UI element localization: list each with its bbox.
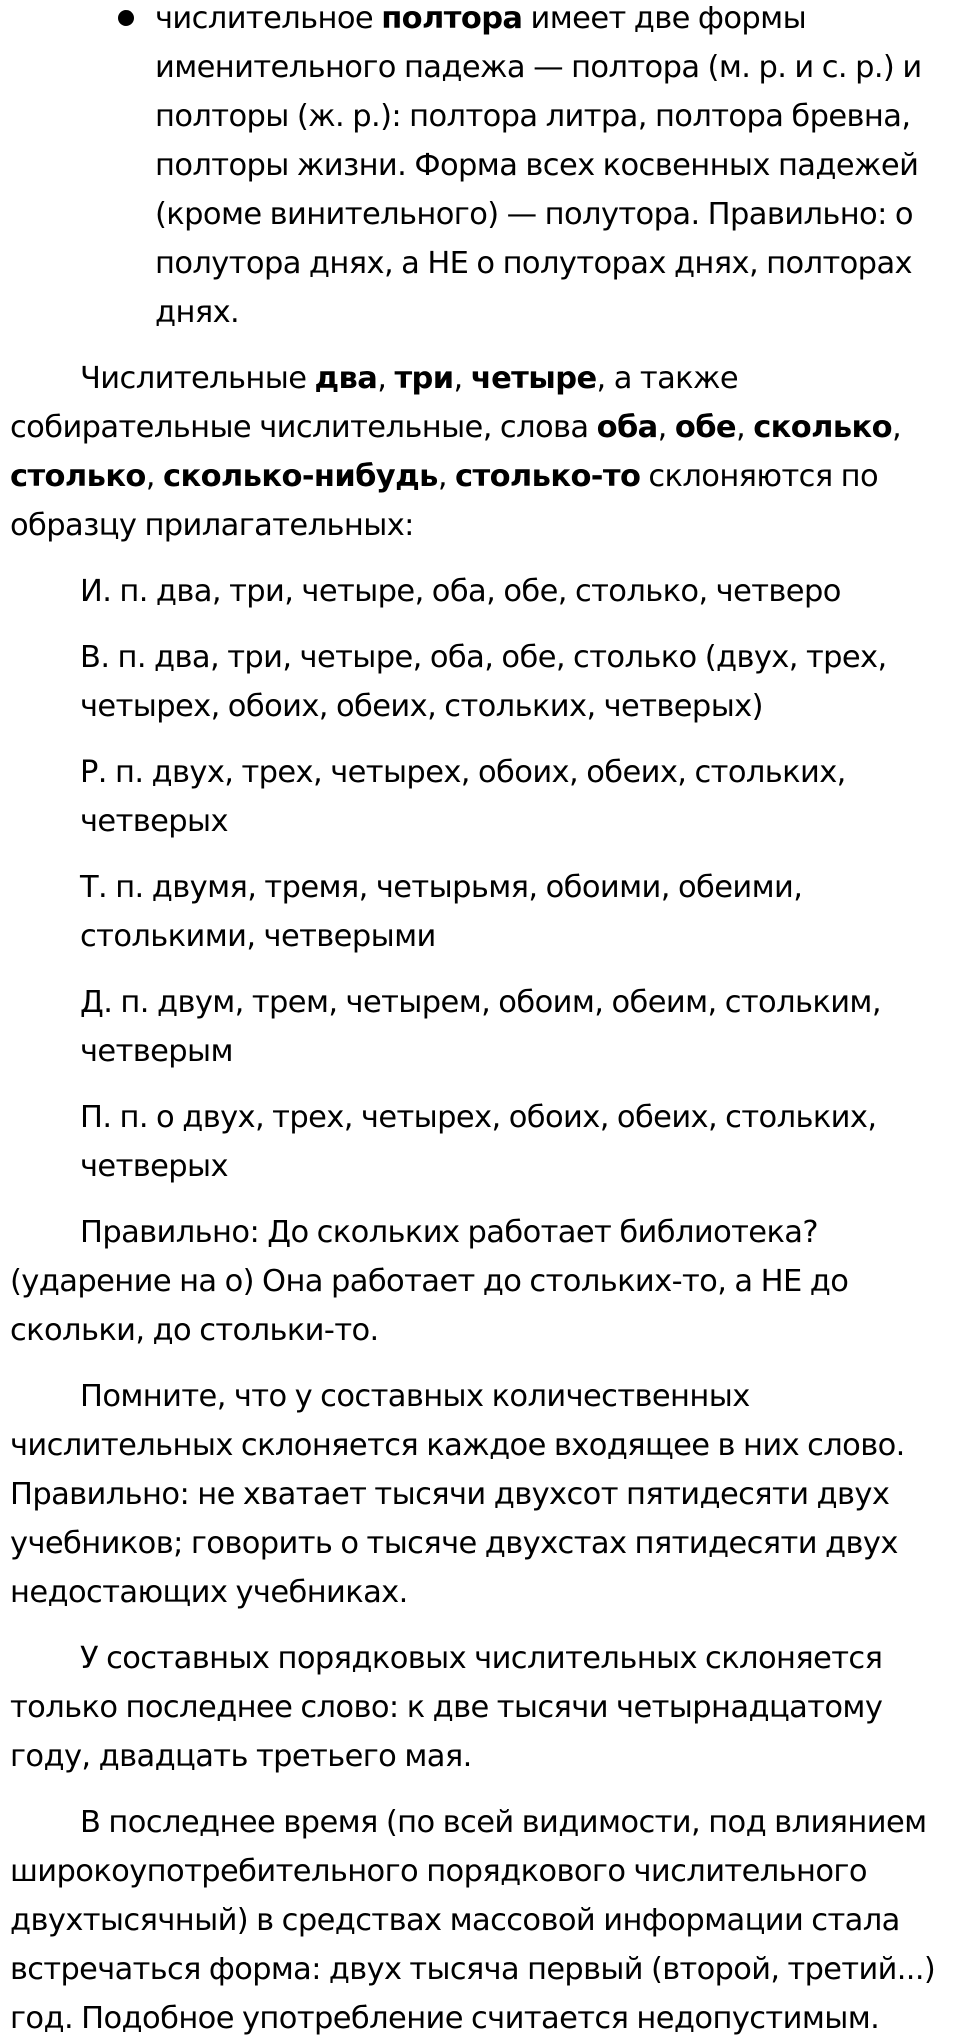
case-instrumental-line — [80, 863, 802, 912]
bullet-item-line — [155, 92, 910, 141]
text-run: полторы (ж. р.): полтора литра, полтора бревна, — [155, 99, 911, 134]
text-run: именительного падежа — полтора (м. р. и с. р.) и — [155, 50, 922, 85]
case-genitive-line — [80, 797, 228, 846]
text-run: , — [377, 361, 395, 396]
text-run: недостающих учебниках. — [10, 1575, 408, 1610]
text-run: Числительные — [80, 361, 315, 396]
text-run: , — [437, 459, 456, 494]
text-run: (кроме винительного) — полутора. Правильно: о — [155, 197, 913, 232]
paragraph-declension-like-adjectives-line — [10, 403, 901, 452]
paragraph-compound-ordinal-line — [10, 1683, 882, 1732]
text-run: полторы жизни. Форма всех косвенных падежей — [155, 148, 919, 183]
text-run: , — [145, 459, 163, 494]
bullet-icon — [118, 10, 134, 26]
case-accusative-line — [80, 633, 887, 682]
paragraph-compound-cardinal-line — [10, 1519, 898, 1568]
text-run: образцу прилагательных: — [10, 508, 414, 543]
bullet-item-line — [155, 190, 913, 239]
text-run: Т. п. двумя, тремя, четырьмя, обоими, обеими, — [80, 870, 803, 905]
text-run: , — [657, 410, 675, 445]
paragraph-compound-cardinal-line — [10, 1470, 889, 1519]
text-run: Р. п. двух, трех, четырех, обоих, обеих, стольких, — [80, 755, 846, 790]
bold-term: сколько — [753, 410, 893, 445]
paragraph-declension-like-adjectives-line — [80, 354, 738, 403]
text-run: учебников; говорить о тысяче двухстах пятидесяти двух — [10, 1526, 898, 1561]
text-run: скольки, до стольки-то. — [10, 1313, 379, 1348]
text-run: В последнее время (по всей видимости, под влиянием — [80, 1805, 927, 1840]
paragraph-compound-cardinal-line — [80, 1372, 750, 1421]
text-run: Правильно: До скольких работает библиотека? — [80, 1215, 818, 1250]
case-prepositional-line — [80, 1142, 228, 1191]
paragraph-library-example-line — [10, 1306, 379, 1355]
paragraph-declension-like-adjectives-line — [10, 452, 878, 501]
text-run: , — [892, 410, 902, 445]
text-run: числительное — [155, 1, 382, 36]
text-run: , — [453, 361, 471, 396]
text-run: четверых — [80, 804, 228, 839]
bold-term: обе — [674, 410, 736, 445]
text-run: числительных склоняется каждое входящее в них слово. — [10, 1428, 905, 1463]
text-run: имеет две формы — [522, 1, 807, 36]
text-run: Правильно: не хватает тысячи двухсот пятидесяти двух — [10, 1477, 890, 1512]
bullet-item-line — [155, 141, 918, 190]
bullet-item-line — [155, 43, 922, 92]
text-run: двухтысячный) в средствах массовой информации стала — [10, 1903, 900, 1938]
text-run: Помните, что у составных количественных — [80, 1379, 750, 1414]
case-genitive-line — [80, 748, 846, 797]
text-run: склоняются по — [640, 459, 879, 494]
case-dative-line — [80, 1027, 233, 1076]
paragraph-declension-like-adjectives-line — [10, 501, 414, 550]
bold-term: полтора — [381, 1, 523, 36]
bold-term: сколько-нибудь — [163, 459, 438, 494]
text-run: И. п. два, три, четыре, оба, обе, столько, четверо — [80, 574, 841, 609]
bullet-item-line — [155, 0, 806, 43]
paragraph-recent-usage-line — [10, 1847, 867, 1896]
case-prepositional-line — [80, 1093, 876, 1142]
case-accusative-line — [80, 682, 763, 731]
bold-term: оба — [596, 410, 658, 445]
text-run: У составных порядковых числительных склоняется — [80, 1641, 883, 1676]
text-run: год. Подобное употребление считается недопустимым. — [10, 2001, 880, 2036]
text-run: , а также — [596, 361, 739, 396]
bullet-item-line — [155, 288, 239, 337]
text-run: встречаться форма: двух тысяча первый (второй, третий...) — [10, 1952, 936, 1987]
paragraph-recent-usage-line — [10, 1896, 900, 1945]
text-run: (ударение на о) Она работает до стольких-то, а НЕ до — [10, 1264, 849, 1299]
text-run: днях. — [155, 295, 240, 330]
case-nominative-line — [80, 567, 841, 616]
text-run: В. п. два, три, четыре, оба, обе, столько (двух, трех, — [80, 640, 887, 675]
bold-term: столько-то — [455, 459, 641, 494]
paragraph-recent-usage-line — [10, 1945, 935, 1994]
paragraph-library-example-line — [10, 1257, 848, 1306]
case-dative-line — [80, 978, 881, 1027]
paragraph-compound-cardinal-line — [10, 1568, 408, 1617]
text-run: полутора днях, а НЕ о полуторах днях, полторах — [155, 246, 912, 281]
paragraph-compound-cardinal-line — [10, 1421, 905, 1470]
text-run: только последнее слово: к две тысячи четырнадцатому — [10, 1690, 883, 1725]
paragraph-compound-ordinal-line — [10, 1732, 472, 1781]
bullet-item-line — [155, 239, 912, 288]
text-run: широкоупотребительного порядкового числительного — [10, 1854, 867, 1889]
text-run: П. п. о двух, трех, четырех, обоих, обеих, стольких, — [80, 1100, 877, 1135]
bold-term: четыре — [470, 361, 597, 396]
case-instrumental-line — [80, 912, 436, 961]
bold-term: столько — [10, 459, 146, 494]
paragraph-recent-usage-line — [80, 1798, 927, 1847]
bold-term: три — [394, 361, 454, 396]
paragraph-library-example-line — [80, 1208, 818, 1257]
text-run: собирательные числительные, слова — [10, 410, 597, 445]
text-run: четверым — [80, 1034, 233, 1069]
text-run: , — [735, 410, 754, 445]
text-run: четверых — [80, 1149, 228, 1184]
text-run: столькими, четверыми — [80, 919, 436, 954]
paragraph-recent-usage-line — [10, 1994, 879, 2043]
text-run: году, двадцать третьего мая. — [10, 1739, 472, 1774]
text-run: четырех, обоих, обеих, стольких, четверых) — [80, 689, 763, 724]
text-run: Д. п. двум, трем, четырем, обоим, обеим, стольким, — [80, 985, 881, 1020]
paragraph-compound-ordinal-line — [80, 1634, 882, 1683]
bold-term: два — [314, 361, 378, 396]
